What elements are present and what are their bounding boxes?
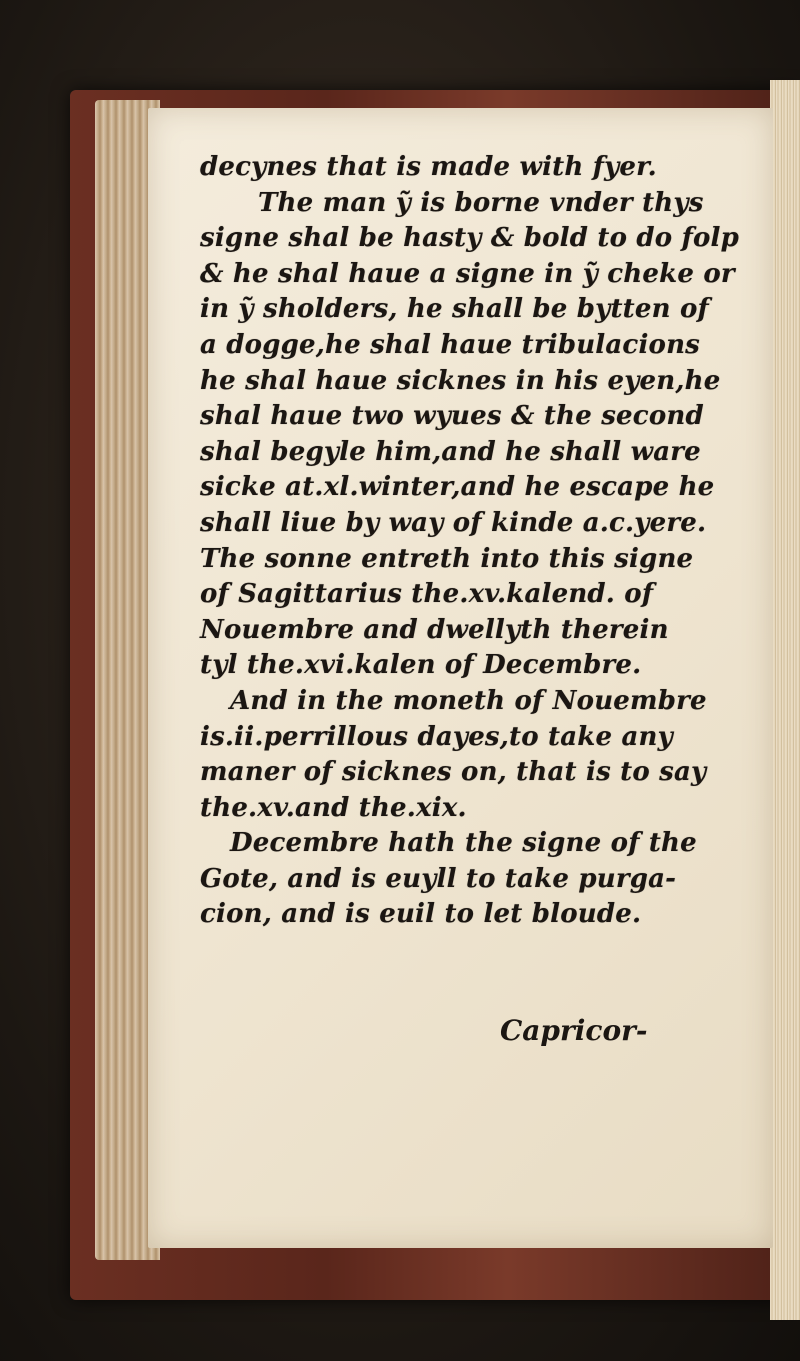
text-line: shal begyle him,and he shall ware	[200, 436, 701, 467]
page-edges	[770, 80, 800, 1320]
text-line: he shal haue sicknes in his eyen,he	[200, 365, 721, 396]
text-line: of Sagittarius the.xv.kalend. of	[200, 579, 654, 610]
text-line: maner of sicknes on, that is to say	[200, 757, 707, 788]
text-line: tyl the.xvi.kalen of Decembre.	[200, 650, 642, 681]
text-line: signe shal be hasty & bold to do folp	[200, 223, 739, 254]
text-line: is.ii.perrillous dayes,to take any	[200, 721, 673, 752]
catchword: Capricor-	[500, 1014, 648, 1047]
text-line: decynes that is made with fyer.	[200, 152, 657, 182]
text-line: in ỹ sholders, he shall be bytten of	[200, 294, 709, 325]
text-line: And in the moneth of Nouembre	[230, 685, 707, 716]
text-line: Gote, and is euyll to take purga-	[200, 863, 677, 894]
text-line: a dogge,he shal haue tribulacions	[200, 329, 701, 360]
text-line: the.xv.and the.xix.	[200, 792, 467, 823]
text-line: The sonne entreth into this signe	[200, 543, 694, 574]
text-line: shall liue by way of kinde a.c.yere.	[200, 507, 707, 538]
text-line: The man ỹ is borne vnder thys	[258, 187, 704, 218]
text-block	[200, 150, 760, 933]
text-line: Nouembre and dwellyth therein	[200, 614, 669, 645]
book-page	[148, 108, 773, 1248]
text-line: sicke at.xl.winter,and he escape he	[200, 472, 715, 503]
text-line: cion, and is euil to let bloude.	[200, 899, 642, 930]
text-line: shal haue two wyues & the second	[200, 401, 704, 432]
text-line: & he shal haue a signe in ỹ cheke or	[200, 258, 735, 289]
text-line: Decembre hath the signe of the	[230, 828, 697, 859]
